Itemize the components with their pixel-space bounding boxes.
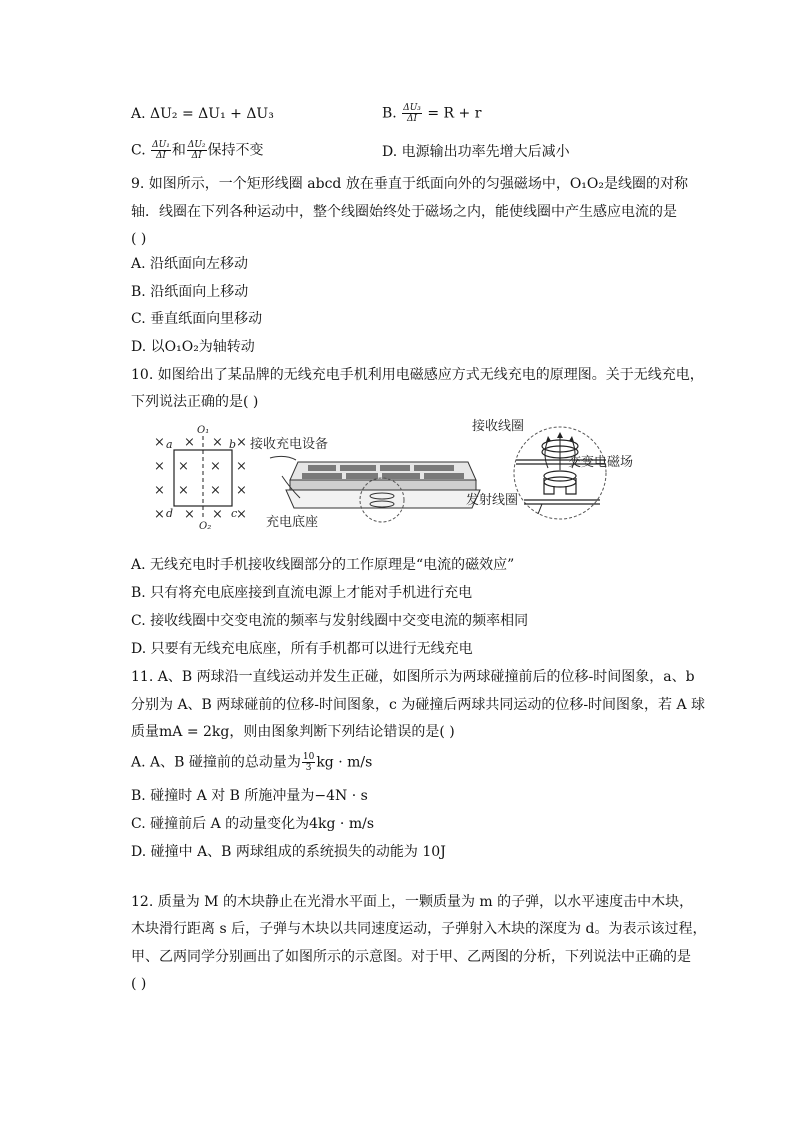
emit-coil (544, 471, 576, 481)
q10-option-c: C. 接收线圈中交变电流的频率与发射线圈中交变电流的频率相同 (131, 613, 529, 629)
q11-option-a-prefix: A. A、B 碰撞前的总动量为 (131, 754, 301, 771)
field-mark: × (178, 459, 189, 474)
q10-option-b: B. 只有将充电底座接到直流电源上才能对手机进行充电 (131, 585, 473, 601)
field-mark: × (154, 459, 165, 474)
q8-option-c-fraction-2 (187, 140, 207, 161)
q11-stem-line3: 质量mA = 2kg，则由图象判断下列结论错误的是( ) (131, 724, 455, 740)
field-mark: × (212, 507, 223, 522)
q9-stem-line1: 9. 如图所示，一个矩形线圈 abcd 放在垂直于纸面向外的匀强磁场中，O₁O₂是线圈的对称 (131, 176, 688, 192)
q8-option-b (382, 103, 481, 124)
q10-option-a: A. 无线充电时手机接收线圈部分的工作原理是“电流的磁效应” (131, 557, 515, 573)
field-mark: × (184, 507, 195, 522)
q8-option-c-fraction-1 (151, 140, 171, 161)
field-mark: × (236, 435, 247, 450)
axis-top-label: O₁ (197, 425, 210, 436)
fraction-numerator: ΔU₁ (152, 140, 170, 150)
phone-on-charger-drawing (270, 456, 480, 522)
coil-in-field-diagram (154, 425, 247, 532)
q8-option-d: D. 电源输出功率先增大后减小 (382, 144, 570, 160)
q12-stem-line2: 木块滑行距离 s 后，子弹与木块以共同速度运动，子弹射入木块的深度为 d。为表示该过程， (131, 921, 707, 937)
field-mark: × (236, 483, 247, 498)
label-emit-coil: 发射线圈 (466, 493, 519, 508)
q9-stem-line3: ( ) (131, 231, 147, 247)
fraction-numerator: ΔU₂ (187, 140, 206, 150)
q8-option-c-suffix: 保持不变 (207, 142, 264, 159)
q10-stem-line2: 下列说法正确的是( ) (131, 394, 259, 410)
label-receive-coil: 接收线圈 (472, 419, 525, 434)
q8-option-c-mid: 和 (171, 142, 186, 159)
q8-option-a: A. ΔU₂ = ΔU₁ + ΔU₃ (131, 106, 274, 122)
q11-stem-line2: 分别为 A、B 两球碰前的位移-时间图象，c 为碰撞后两球共同运动的位移-时间图象，若 A 球 (131, 697, 706, 713)
q9-option-d: D. 以O₁O₂为轴转动 (131, 339, 255, 355)
coil-zoom-diagram (514, 427, 606, 519)
field-mark: × (178, 483, 189, 498)
corner-a-label: a (166, 438, 173, 451)
q11-option-a-fraction (302, 752, 315, 773)
fraction-numerator: 10 (302, 752, 315, 762)
field-mark: × (210, 459, 221, 474)
q11-option-d: D. 碰撞中 A、B 两球组成的系统损失的动能为 10J (131, 844, 446, 860)
fraction-denominator: ΔI (155, 151, 166, 161)
q10-option-d: D. 只要有无线充电底座，所有手机都可以进行无线充电 (131, 641, 473, 657)
fraction-denominator: ΔI (407, 114, 418, 124)
label-ac-field: 交变电磁场 (568, 455, 634, 470)
corner-c-label: c (231, 507, 238, 520)
label-receive-device: 接收充电设备 (250, 437, 329, 452)
field-mark: × (154, 435, 165, 450)
corner-d-label: d (166, 507, 174, 520)
field-mark: × (236, 507, 247, 522)
label-charging-base: 充电底座 (266, 515, 319, 530)
axis-bottom-label: O₂ (199, 521, 212, 532)
field-mark: × (212, 435, 223, 450)
q8-option-c (131, 140, 264, 161)
fraction-numerator: ΔU₃ (403, 103, 421, 113)
q12-stem-line1: 12. 质量为 M 的木块静止在光滑水平面上，一颗质量为 m 的子弹，以水平速度击中木块， (131, 894, 694, 910)
q11-option-a-suffix: kg · m/s (316, 754, 373, 771)
q11-option-c: C. 碰撞前后 A 的动量变化为4kg · m/s (131, 816, 375, 832)
q10-stem-line1: 10. 如图给出了某品牌的无线充电手机利用电磁感应方式无线充电的原理图。关于无线充电， (131, 367, 704, 383)
q8-option-c-prefix: C. (131, 142, 146, 159)
corner-b-label: b (229, 438, 237, 451)
q8-option-b-suffix: = R + r (427, 105, 482, 122)
q12-stem-line3: 甲、乙两同学分别画出了如图所示的示意图。对于甲、乙两图的分析，下列说法中正确的是 (131, 949, 691, 965)
field-mark: × (154, 483, 165, 498)
q11-stem-line1: 11. A、B 两球沿一直线运动并发生正碰，如图所示为两球碰撞前后的位移-时间图象，a、b (131, 669, 695, 685)
q12-stem-line4: ( ) (131, 976, 147, 992)
field-mark: × (154, 507, 165, 522)
q11-option-b: B. 碰撞时 A 对 B 所施冲量为−4N · s (131, 788, 368, 804)
q9-option-a: A. 沿纸面向左移动 (131, 256, 249, 272)
q11-option-a (131, 752, 372, 773)
field-mark: × (210, 483, 221, 498)
q8-option-b-prefix: B. (382, 105, 397, 122)
field-mark: × (236, 459, 247, 474)
q9-option-b: B. 沿纸面向上移动 (131, 284, 249, 300)
device-arrow (270, 456, 296, 460)
q8-option-b-fraction (402, 103, 422, 124)
fraction-denominator: 3 (305, 763, 312, 773)
field-mark: × (184, 435, 195, 450)
q9-stem-line2: 轴．线圈在下列各种运动中，整个线圈始终处于磁场之内，能使线圈中产生感应电流的是 (131, 204, 677, 220)
fraction-denominator: ΔI (191, 151, 202, 161)
q9-option-c: C. 垂直纸面向里移动 (131, 311, 263, 327)
wireless-charging-figure (150, 418, 650, 536)
